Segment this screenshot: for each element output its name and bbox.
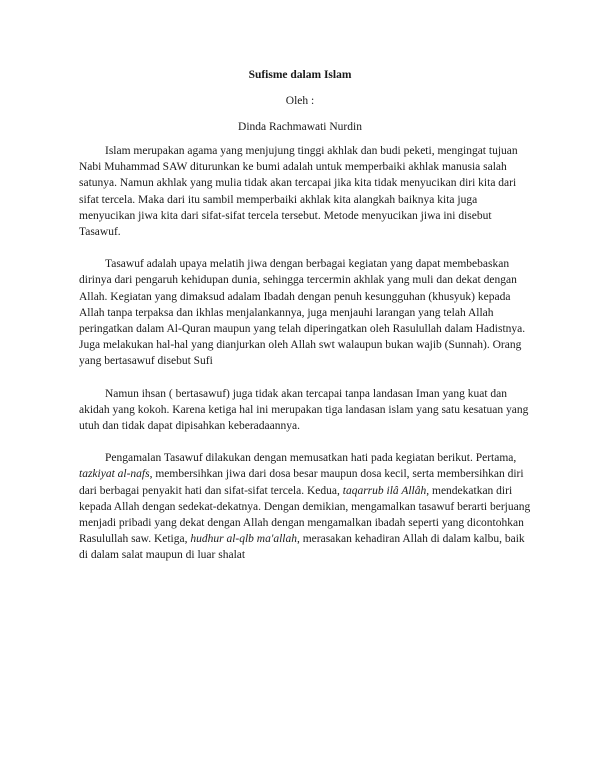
document-body: [79, 143, 531, 580]
term-hudhur: hudhur al-qlb ma'allah: [190, 533, 297, 546]
document-title: Sufisme dalam Islam: [248, 69, 352, 81]
paragraph-4-text-3: , mendekatkan diri kepada Allah dengan sedekat-dekatnya. Dengan demikian, mengamalkan tasawuf berarti berjuang menjadi pribadi yang dekat dengan Allah dengan mengamalkan ibadah seperti yang dicontohkan Rasulullah saw. Ketiga,: [79, 484, 531, 546]
author-name: Dinda Rachmawati Nurdin: [238, 121, 362, 133]
term-taqarrub: taqarrub ilâ Allâh: [342, 484, 427, 497]
paragraph-4-text-2: , membersihkan jiwa dari dosa besar maupun dosa kecil, serta membersihkan diri dari berbagai penyakit hati dan sifat-sifat tercela. Kedua,: [79, 468, 524, 497]
paragraph-4: [79, 450, 531, 563]
paragraph-4-text-4: , merasakan kehadiran Allah di dalam kalbu, baik di dalam salat maupun di luar shalat: [79, 533, 525, 562]
paragraph-4-text-1: Pengamalan Tasawuf dilakukan dengan memusatkan hati pada kegiatan berikut. Pertama,: [105, 452, 517, 465]
paragraph-2: Tasawuf adalah upaya melatih jiwa dengan berbagai kegiatan yang dapat membebaskan dirinya dari pengaruh kehidupan dunia, sehingga tercermin akhlak yang muli dan dekat dengan Allah. Kegiatan yang dimaksud adalam Ibadah dengan penuh kesungguhan (khusyuk) kepada Allah tanpa terpaksa dan ikhlas menjalankannya, juga menjauhi larangan yang telah Allah peringatkan dalam Al-Quran maupun yang telah diperingatkan oleh Rasulullah dalam Hadistnya. Juga melakukan hal-hal yang dianjurkan oleh Allah swt walaupun bukan wajib (Sunnah). Orang yang bertasawuf disebut Sufi: [79, 258, 526, 368]
author-label: Oleh :: [285, 95, 315, 107]
paragraph-3: Namun ihsan ( bertasawuf) juga tidak akan tercapai tanpa landasan Iman yang kuat dan akidah yang kokoh. Karena ketiga hal ini merupakan tiga landasan islam yang satu kesatuan yang utuh dan tidak dapat dipisahkan keberadaannya.: [79, 387, 529, 433]
paragraph-1: Islam merupakan agama yang menjujung tinggi akhlak dan budi peketi, mengingat tujuan Nabi Muhammad SAW diturunkan ke bumi adalah untuk memperbaiki akhlak manusia salah satunya. Namun akhlak yang mulia tidak akan tercapai jika kita tidak menyucikan diri kita dari sifat tercela. Maka dari itu sambil memperbaiki akhlak kita alangkah baiknya kita juga menyucikan jiwa kita dari sifat-sifat tercela tersebut. Metode menyucikan jiwa ini disebut Tasawuf.: [79, 145, 518, 239]
term-tazkiyat: tazkiyat al-nafs: [79, 468, 150, 481]
